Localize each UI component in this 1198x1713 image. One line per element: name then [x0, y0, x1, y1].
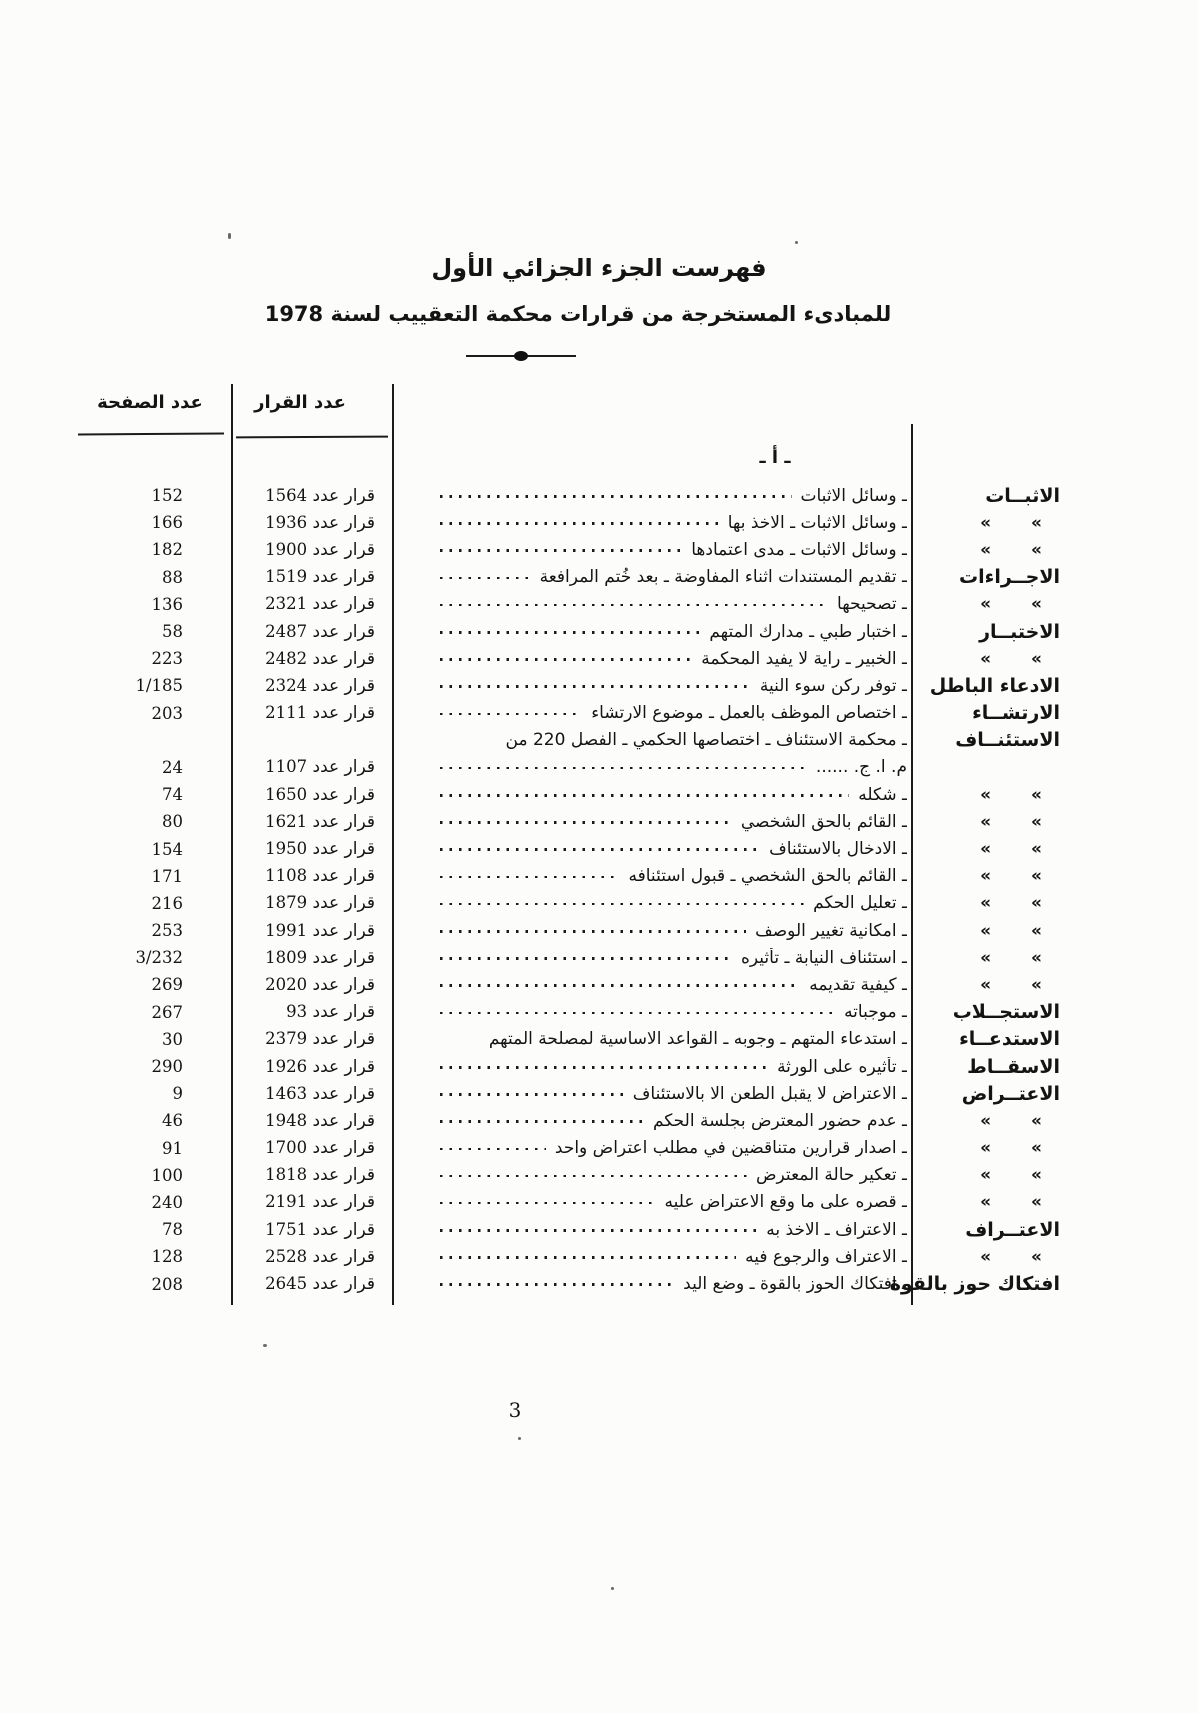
entry-description-cell: [393, 812, 907, 832]
dot-leader: [440, 1229, 757, 1232]
ditto-mark: » »: [980, 512, 1042, 533]
decision-number: 1463: [265, 1083, 308, 1103]
entry-description-cell: [393, 975, 907, 995]
entry-description-cell: [393, 785, 907, 805]
entry-subject: ـ الاعتراف ـ الاخذ به: [766, 1219, 907, 1240]
decision-prefix: قرار عدد: [312, 485, 375, 506]
entry-description-cell: [393, 649, 907, 669]
header-underline: [78, 432, 224, 435]
entry-description-cell: [393, 594, 907, 614]
decision-number: 1700: [265, 1138, 308, 1158]
entry-description-cell: [393, 513, 907, 533]
entry-description-cell: [393, 622, 907, 642]
decision-number: 1650: [265, 784, 308, 804]
page-number-cell: 253: [151, 921, 183, 941]
table-row: [78, 1162, 1190, 1189]
page-number-cell: 88: [162, 567, 183, 587]
dot-leader: [440, 1148, 546, 1151]
entry-description-cell: [393, 540, 907, 560]
entry-subject: ـ وسائل الاثبات ـ الاخذ بها: [727, 512, 907, 533]
entry-subject: ـ كيفية تقديمه: [809, 974, 907, 995]
dot-leader: [440, 1066, 768, 1069]
page-number-cell: 9: [172, 1084, 183, 1104]
decision-prefix: قرار عدد: [312, 594, 375, 615]
ditto-mark: » »: [980, 839, 1042, 860]
table-row: [78, 835, 1190, 862]
ditto-mark: » »: [980, 893, 1042, 914]
decision-number: 1519: [265, 567, 308, 587]
decision-prefix: قرار عدد: [312, 1138, 375, 1159]
decision-number: 1950: [265, 839, 308, 859]
category-label: الاستدعــاء: [959, 1028, 1060, 1051]
entry-description-cell: [393, 866, 907, 886]
decision-number-cell: [237, 567, 383, 587]
entry-subject: ـ تصحيحها: [837, 594, 907, 615]
decision-number-cell: [237, 1084, 383, 1104]
decision-prefix: قرار عدد: [312, 1083, 375, 1104]
entry-subject: ـ الاعتراف والرجوع فيه: [745, 1246, 907, 1267]
decision-prefix: قرار عدد: [312, 811, 375, 832]
decision-number: 1879: [265, 893, 308, 913]
decision-number: 2111: [265, 703, 308, 723]
decision-number: 1564: [265, 485, 308, 505]
table-row: [78, 536, 1190, 563]
ditto-mark: » »: [980, 1192, 1042, 1213]
decision-prefix: قرار عدد: [312, 947, 375, 968]
decision-number: 1108: [265, 866, 308, 886]
ditto-mark: » »: [980, 539, 1042, 560]
decision-number: 2321: [265, 594, 308, 614]
dot-leader: [440, 1093, 624, 1096]
page-number-cell: 100: [151, 1165, 183, 1185]
entry-description-cell: [393, 1138, 907, 1158]
title-divider: [466, 351, 576, 361]
decision-number: 1900: [265, 539, 308, 559]
entry-description-cell: [393, 948, 907, 968]
decision-number: 2482: [265, 648, 308, 668]
dot-leader: [440, 577, 531, 580]
category-label: الاجــراءات: [959, 566, 1060, 589]
entry-description-cell: [393, 730, 907, 750]
table-row: [78, 645, 1190, 672]
entry-subject: ـ اصدار قرارين متناقضين في مطلب اعتراض واحد: [554, 1138, 907, 1159]
entry-description-cell: [393, 1002, 907, 1022]
ditto-mark: » »: [980, 947, 1042, 968]
decision-number-cell: [237, 486, 383, 506]
entry-description-cell: [393, 839, 907, 859]
table-row: [78, 700, 1190, 727]
entry-subject: ـ توفر ركن سوء النية: [759, 675, 907, 696]
page-number-cell: 80: [162, 812, 183, 832]
decision-prefix: قرار عدد: [312, 1029, 375, 1050]
entry-subject: ـ الاعتراض لا يقبل الطعن الا بالاستئناف: [632, 1083, 907, 1104]
decision-number: 2020: [265, 974, 308, 994]
decision-number: 1991: [265, 920, 308, 940]
category-label: الاستئنــاف: [955, 729, 1060, 752]
entry-subject: ـ تقديم المستندات اثناء المفاوضة ـ بعد خُتم المرافعة: [539, 567, 907, 588]
decision-prefix: قرار عدد: [312, 621, 375, 642]
decision-number: 1818: [265, 1165, 308, 1185]
decision-number-cell: [237, 948, 383, 968]
entry-subject: ـ محكمة الاستئناف ـ اختصاصها الحكمي ـ الفصل 220 من: [505, 730, 907, 751]
decision-number-cell: [237, 866, 383, 886]
scan-speck: [518, 1437, 521, 1440]
decision-number-cell: [237, 1029, 383, 1049]
page-number-cell: 128: [151, 1247, 183, 1267]
section-marker-alif: ـ أ ـ: [759, 447, 791, 468]
entry-description-cell: [393, 1029, 907, 1049]
table-row: [78, 1270, 1190, 1297]
table-row: [78, 618, 1190, 645]
entry-subject: ـ تأثيره على الورثة: [777, 1056, 907, 1077]
decision-number-cell: [237, 1138, 383, 1158]
table-row: [78, 754, 1190, 781]
entry-description-cell: [393, 921, 907, 941]
entry-description-cell: [393, 1057, 907, 1077]
entry-subject: ـ استئناف النيابة ـ تأثيره: [741, 947, 907, 968]
decision-prefix: قرار عدد: [312, 866, 375, 887]
dot-leader: [440, 549, 682, 552]
ditto-mark: » »: [980, 784, 1042, 805]
decision-number-cell: [237, 1057, 383, 1077]
entry-subject: م. ا. ج. ......: [815, 757, 907, 778]
page-number-cell: 216: [151, 893, 183, 913]
header-underline: [236, 436, 388, 439]
decision-prefix: قرار عدد: [312, 1002, 375, 1023]
table-row: [78, 1216, 1190, 1243]
page-number-cell: 3/232: [135, 948, 183, 968]
entry-subject: ـ القائم بالحق الشخصي: [740, 811, 907, 832]
entry-subject: ـ عدم حضور المعترض بجلسة الحكم: [652, 1110, 907, 1131]
page-number-cell: 166: [151, 513, 183, 533]
decision-number: 1107: [265, 757, 308, 777]
entry-description-cell: [393, 757, 907, 777]
ditto-mark: » »: [980, 594, 1042, 615]
decision-number-cell: [237, 812, 383, 832]
page-number-cell: 74: [162, 785, 183, 805]
decision-number: 1948: [265, 1110, 308, 1130]
entry-description-cell: [393, 676, 907, 696]
decision-number-cell: [237, 594, 383, 614]
decision-prefix: قرار عدد: [312, 512, 375, 533]
decision-number: 2191: [265, 1192, 308, 1212]
entry-subject: ـ موجباته: [844, 1002, 907, 1023]
decision-number-cell: [237, 622, 383, 642]
table-row: [78, 890, 1190, 917]
scan-speck: [795, 241, 798, 244]
entry-subject: ـ وسائل الاثبات ـ مدى اعتمادها: [691, 539, 907, 560]
page-number-cell: 240: [151, 1192, 183, 1212]
category-label: الادعاء الباطل: [929, 674, 1060, 697]
category-label: الاعتــراض: [961, 1082, 1060, 1105]
page-number-cell: 46: [162, 1111, 183, 1131]
decision-prefix: قرار عدد: [312, 920, 375, 941]
table-row: [78, 781, 1190, 808]
entry-subject: ـ القائم بالحق الشخصي ـ قبول استئنافه: [628, 866, 907, 887]
decision-number-cell: [237, 1247, 383, 1267]
decision-prefix: قرار عدد: [312, 1274, 375, 1295]
dot-leader: [440, 903, 804, 906]
category-label: الاختبــار: [979, 620, 1060, 643]
decision-number: 2324: [265, 675, 308, 695]
table-row: [78, 944, 1190, 971]
divider-dot: [514, 351, 528, 361]
scan-speck: [228, 233, 231, 239]
table-row: [78, 971, 1190, 998]
entry-description-cell: [393, 1247, 907, 1267]
entry-description-cell: [393, 1192, 907, 1212]
decision-number-cell: [237, 839, 383, 859]
dot-leader: [440, 1012, 835, 1015]
column-header-decision-number: عدد القرار: [254, 392, 346, 413]
dot-leader: [440, 848, 760, 851]
decision-number-cell: [237, 540, 383, 560]
page-number-cell: 58: [162, 622, 183, 642]
decision-number-cell: [237, 757, 383, 777]
decision-prefix: قرار عدد: [312, 757, 375, 778]
table-row: [78, 917, 1190, 944]
decision-number-cell: [237, 676, 383, 696]
decision-number-cell: [237, 893, 383, 913]
page-subtitle: للمبادىء المستخرجة من قرارات محكمة التعقييب لسنة 1978: [264, 302, 892, 326]
decision-number: 93: [286, 1002, 308, 1022]
entry-subject: ـ امكانية تغيير الوصف: [755, 920, 907, 941]
decision-number-cell: [237, 921, 383, 941]
dot-leader: [440, 794, 849, 797]
entry-subject: ـ الخبير ـ راية لا يفيد المحكمة: [701, 648, 907, 669]
entry-subject: ـ قصره على ما وقع الاعتراض عليه: [664, 1192, 907, 1213]
dot-leader: [440, 821, 732, 824]
scan-speck: [263, 1344, 267, 1347]
ditto-mark: » »: [980, 1246, 1042, 1267]
dot-leader: [440, 1283, 674, 1286]
category-label: الاسقــاط: [967, 1055, 1060, 1078]
page-number-cell: 78: [162, 1220, 183, 1240]
entry-subject: ـ تعكير حالة المعترض: [756, 1165, 907, 1186]
table-row: [78, 1053, 1190, 1080]
decision-number-cell: [237, 1274, 383, 1294]
entry-subject: ـ افتكاك الحوز بالقوة ـ وضع اليد: [683, 1274, 907, 1295]
table-row: [78, 509, 1190, 536]
ditto-mark: » »: [980, 1138, 1042, 1159]
decision-number-cell: [237, 703, 383, 723]
table-row: [78, 727, 1190, 754]
decision-number-cell: [237, 1192, 383, 1212]
index-table: [78, 482, 1190, 1298]
page-number-cell: 223: [151, 649, 183, 669]
table-row: [78, 482, 1190, 509]
decision-number-cell: [237, 649, 383, 669]
dot-leader: [440, 767, 807, 770]
decision-number-cell: [237, 513, 383, 533]
ditto-mark: » »: [980, 866, 1042, 887]
decision-prefix: قرار عدد: [312, 648, 375, 669]
dot-leader: [440, 957, 732, 960]
page-number-cell: 91: [162, 1138, 183, 1158]
dot-leader: [440, 984, 800, 987]
table-row: [78, 591, 1190, 618]
decision-number: 1936: [265, 512, 308, 532]
table-row: [78, 1026, 1190, 1053]
dot-leader: [440, 658, 692, 661]
entry-description-cell: [393, 1274, 907, 1294]
table-row: [78, 808, 1190, 835]
category-label: افتكاك حوز بالقوة: [889, 1273, 1060, 1296]
table-row: [78, 564, 1190, 591]
dot-leader: [440, 930, 746, 933]
decision-number-cell: [237, 975, 383, 995]
dot-leader: [440, 495, 792, 498]
decision-prefix: قرار عدد: [312, 1219, 375, 1240]
page-number-cell: 208: [151, 1274, 183, 1294]
dot-leader: [440, 522, 719, 525]
page-number-cell: 182: [151, 540, 183, 560]
decision-number: 2379: [265, 1029, 308, 1049]
entry-subject: ـ استدعاء المتهم ـ وجوبه ـ القواعد الاساسية لمصلحة المتهم: [488, 1029, 907, 1050]
decision-number: 1809: [265, 947, 308, 967]
page-number-cell: 269: [151, 975, 183, 995]
decision-prefix: قرار عدد: [312, 1165, 375, 1186]
entry-subject: ـ اختبار طبي ـ مدارك المتهم: [709, 621, 907, 642]
decision-number-cell: [237, 1220, 383, 1240]
table-row: [78, 1080, 1190, 1107]
dot-leader: [440, 685, 751, 688]
decision-prefix: قرار عدد: [312, 974, 375, 995]
decision-prefix: قرار عدد: [312, 1110, 375, 1131]
decision-prefix: قرار عدد: [312, 567, 375, 588]
page-number-cell: 24: [162, 757, 183, 777]
table-row: [78, 1107, 1190, 1134]
decision-number: 1621: [265, 811, 308, 831]
entry-description-cell: [393, 567, 907, 587]
decision-number-cell: [237, 1165, 383, 1185]
category-label: الاستجــلاب: [952, 1001, 1060, 1024]
dot-leader: [440, 1120, 644, 1123]
entry-subject: ـ تعليل الحكم: [813, 893, 907, 914]
ditto-mark: » »: [980, 920, 1042, 941]
category-label: الاعتــراف: [965, 1218, 1060, 1241]
entry-description-cell: [393, 486, 907, 506]
page-number-cell: 30: [162, 1029, 183, 1049]
decision-number: 2528: [265, 1246, 308, 1266]
decision-number-cell: [237, 785, 383, 805]
entry-description-cell: [393, 1084, 907, 1104]
decision-prefix: قرار عدد: [312, 1246, 375, 1267]
decision-number-cell: [237, 1111, 383, 1131]
entry-description-cell: [393, 1111, 907, 1131]
page-number-cell: 267: [151, 1002, 183, 1022]
decision-number: 2487: [265, 621, 308, 641]
entry-subject: ـ شكله: [858, 784, 907, 805]
scan-speck: [611, 1587, 614, 1590]
ditto-mark: » »: [980, 1165, 1042, 1186]
entry-subject: ـ وسائل الاثبات: [800, 485, 907, 506]
page-number-cell: 1/185: [135, 676, 183, 696]
page-number: 3: [508, 1398, 522, 1422]
column-header-page-number: عدد الصفحة: [97, 392, 203, 413]
entry-subject: ـ اختصاص الموظف بالعمل ـ موضوع الارتشاء: [591, 703, 907, 724]
table-row: [78, 1135, 1190, 1162]
page-number-cell: 154: [151, 839, 183, 859]
decision-prefix: قرار عدد: [312, 675, 375, 696]
page-number-cell: 290: [151, 1057, 183, 1077]
entry-description-cell: [393, 1220, 907, 1240]
category-label: الاثبــات: [985, 484, 1060, 507]
page-title: فهرست الجزء الجزائي الأول: [431, 254, 767, 282]
ditto-mark: » »: [980, 1110, 1042, 1131]
category-label: الارتشــاء: [972, 702, 1060, 725]
entry-description-cell: [393, 1165, 907, 1185]
decision-prefix: قرار عدد: [312, 1056, 375, 1077]
table-row: [78, 863, 1190, 890]
dot-leader: [440, 1256, 736, 1259]
entry-description-cell: [393, 703, 907, 723]
entry-subject: ـ الادخال بالاستئناف: [769, 839, 907, 860]
decision-number: 1926: [265, 1056, 308, 1076]
decision-prefix: قرار عدد: [312, 893, 375, 914]
dot-leader: [440, 604, 828, 607]
ditto-mark: » »: [980, 811, 1042, 832]
table-row: [78, 1189, 1190, 1216]
dot-leader: [440, 1175, 747, 1178]
page-number-cell: 136: [151, 594, 183, 614]
entry-description-cell: [393, 893, 907, 913]
decision-prefix: قرار عدد: [312, 703, 375, 724]
dot-leader: [440, 631, 700, 634]
ditto-mark: » »: [980, 648, 1042, 669]
decision-number: 1751: [265, 1219, 308, 1239]
dot-leader: [440, 876, 620, 879]
decision-prefix: قرار عدد: [312, 839, 375, 860]
decision-number-cell: [237, 1002, 383, 1022]
decision-prefix: قرار عدد: [312, 784, 375, 805]
table-row: [78, 1243, 1190, 1270]
decision-prefix: قرار عدد: [312, 539, 375, 560]
page-number-cell: 171: [151, 866, 183, 886]
page-number-cell: 203: [151, 703, 183, 723]
decision-number: 2645: [265, 1274, 308, 1294]
table-row: [78, 672, 1190, 699]
dot-leader: [440, 1202, 655, 1205]
decision-prefix: قرار عدد: [312, 1192, 375, 1213]
page-number-cell: 152: [151, 486, 183, 506]
ditto-mark: » »: [980, 974, 1042, 995]
table-row: [78, 999, 1190, 1026]
dot-leader: [440, 713, 582, 716]
